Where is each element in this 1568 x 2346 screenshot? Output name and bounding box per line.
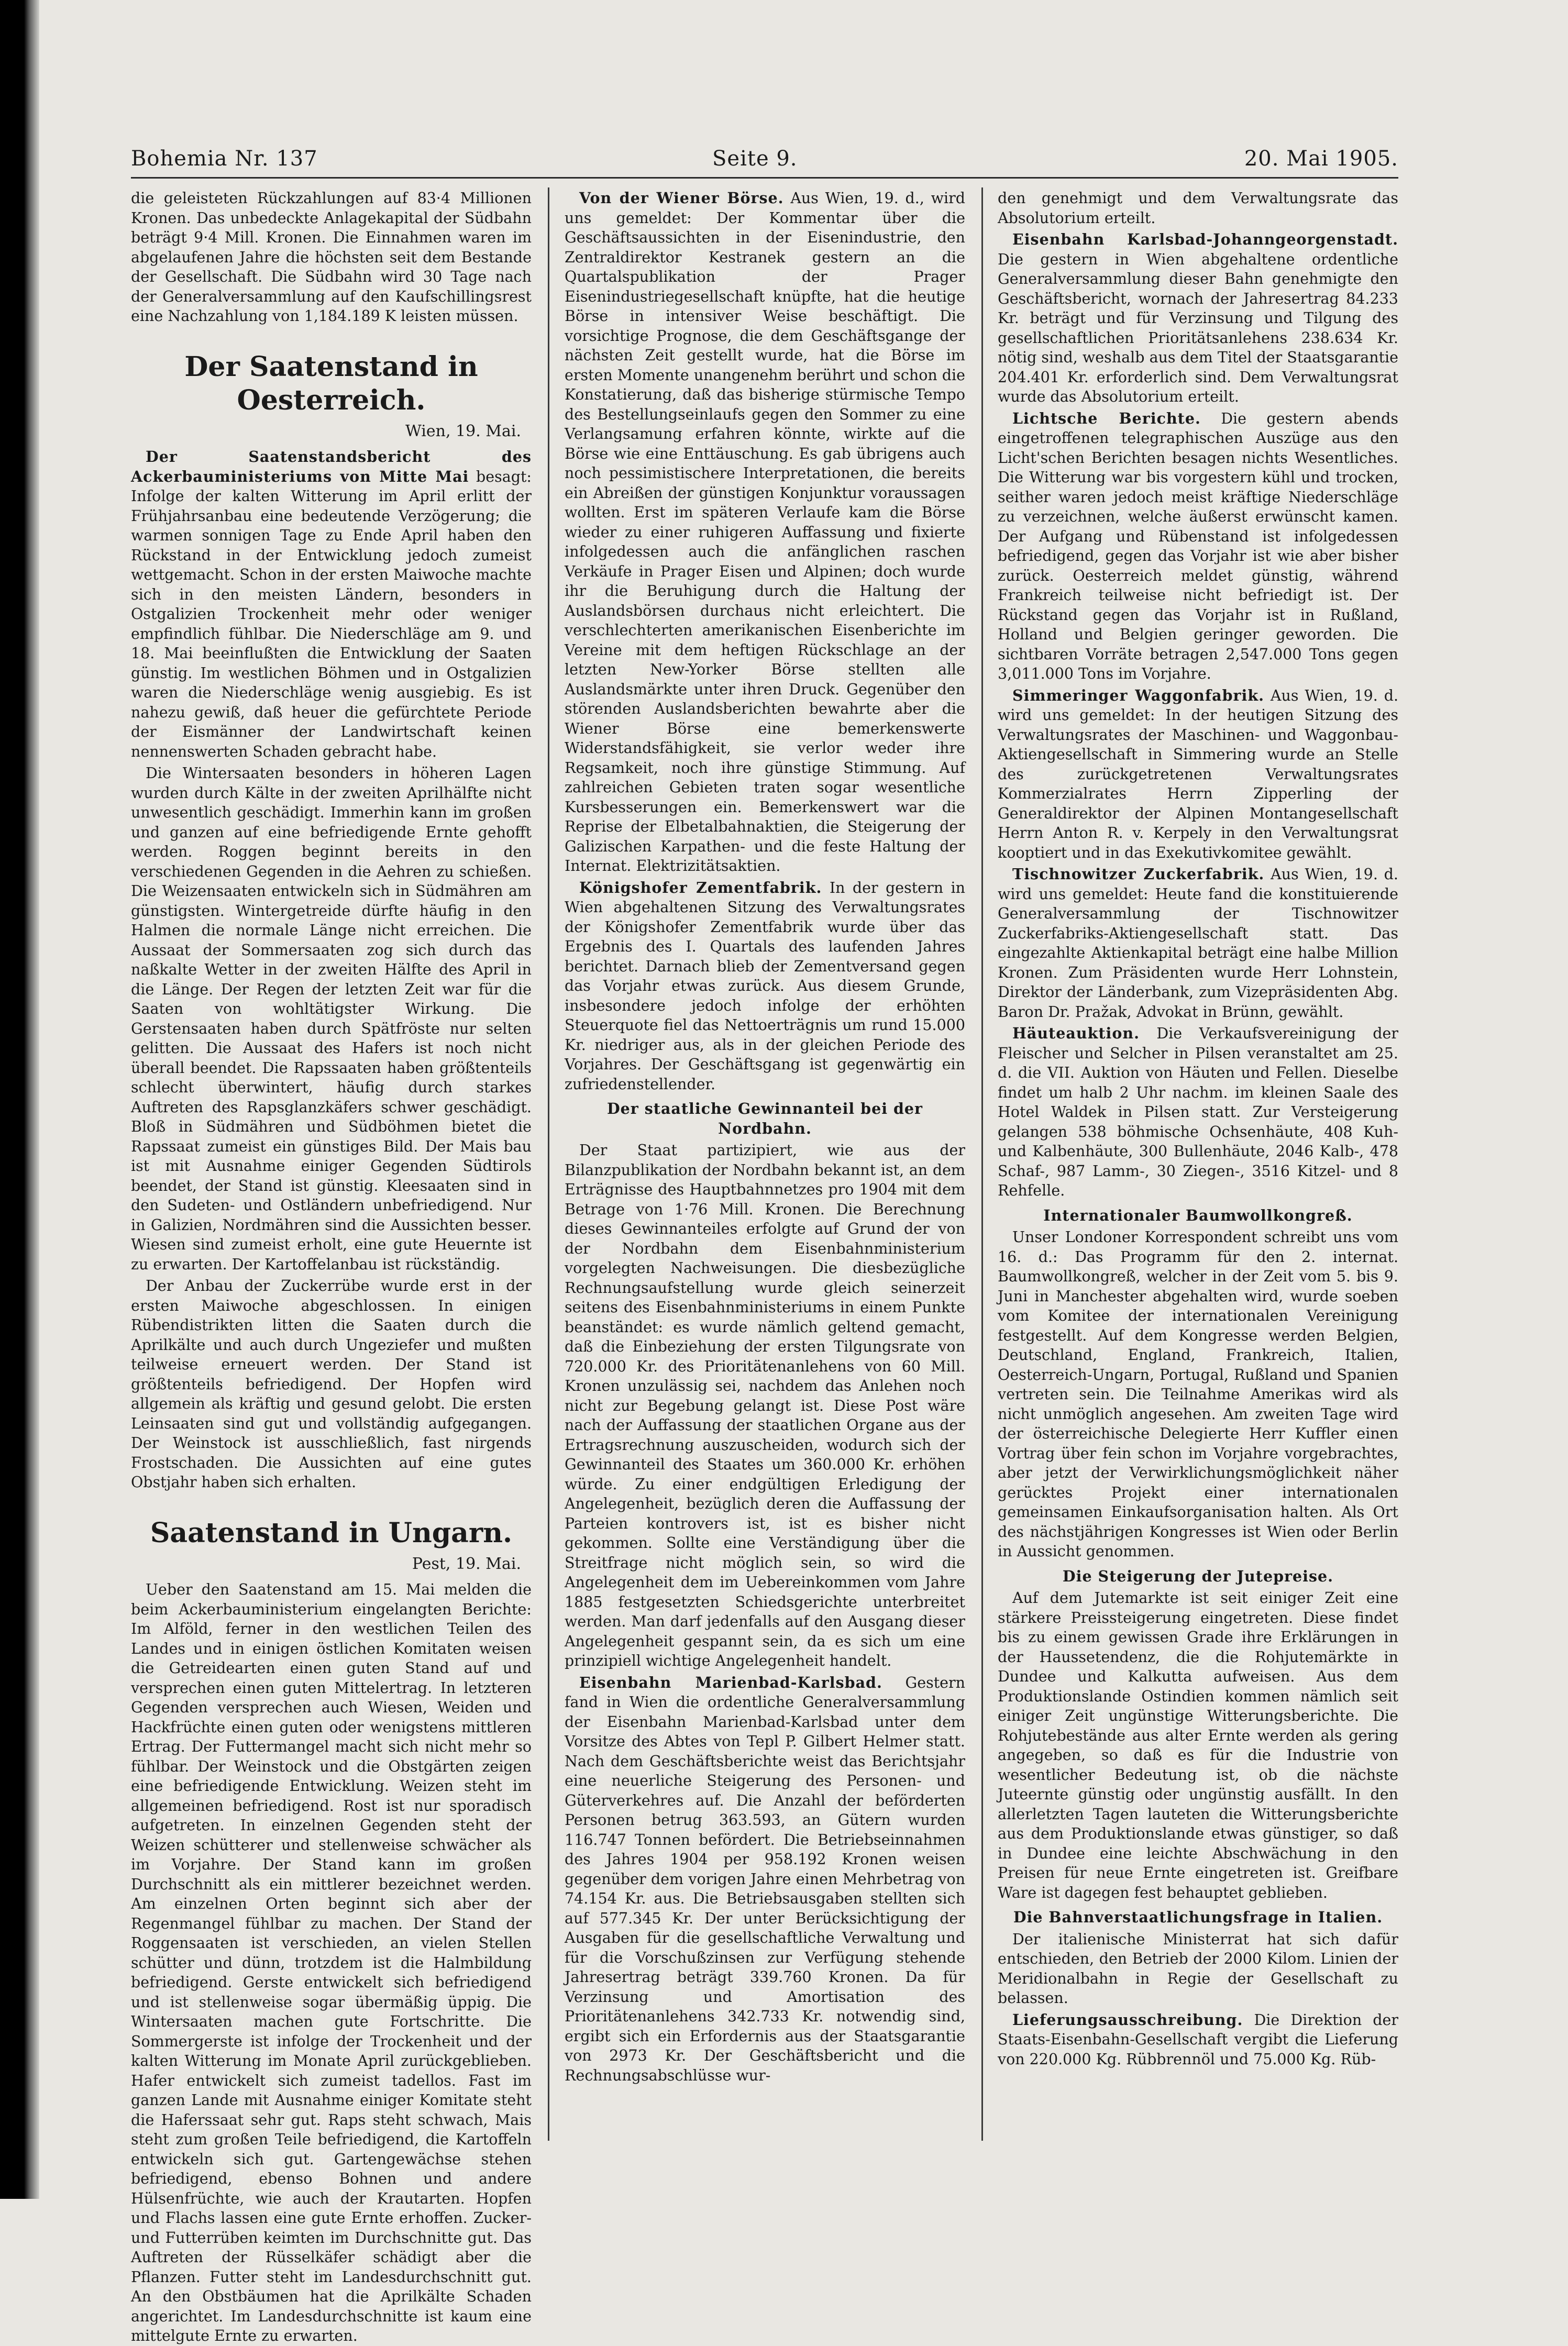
paragraph-lead: Eisenbahn Marienbad-Karlsbad. <box>579 1673 882 1691</box>
dateline: Wien, 19. Mai. <box>405 422 521 440</box>
article-paragraph: Eisenbahn Marienbad-Karlsbad. Gestern fand in Wien die ordentliche Generalversammlung der Eisenbahn Marienbad-Karlsbad unter dem Vorsitze des Abtes von Tepl P. Gilbert Helmer statt. Nach dem Geschäftsberichte weist das Berichtsjahr eine neuerliche Steigerung des Personen- und Güterverkehres auf. Die Anzahl der beförderten Personen betrug 363.593, an Gütern wurden 116.747 Tonnen befördert. Die Betriebseinnahmen des Jahres 1904 per 958.192 Kronen weisen gegenüber dem vorigen Jahre einen Mehrbetrag von 74.154 Kr. aus. Die Betriebsausgaben stellten sich auf 577.345 Kr. Der unter Berücksichtigung der Ausgaben für die gesellschaftliche Verwaltung und für die Vorschußzinsen zur Verfügung stehende Jahresertrag beträgt 339.760 Kronen. Da für Verzinsung und Amortisation des Prioritätenanlehens 342.733 Kr. notwendig sind, ergibt sich ein Erfordernis aus der Staatsgarantie von 2973 Kr. Der Geschäftsbericht und die Rechnungsabschlüsse wur- <box>565 1673 965 2084</box>
article-continuation: die geleisteten Rückzahlungen auf 83·4 Millionen Kronen. Das unbedeckte Anlagekapital der Südbahn beträgt 9·4 Mill. Kronen. Die Einnahmen waren im abgelaufenen Jahre die höchsten seit dem Bestande der Gesellschaft. Die Südbahn wird 30 Tage nach der Generalversammlung auf den Kaufschillingsrest eine Nachzahlung von 1,184.189 K leisten müssen. <box>131 190 532 325</box>
column-3 <box>998 189 1398 2142</box>
column-divider <box>981 187 983 2141</box>
article-paragraph: Der Anbau der Zuckerrübe wurde erst in der ersten Maiwoche abgeschlossen. In einigen Rübendistrikten litten die Saaten durch die Aprilkälte und auch durch Ungeziefer und mußten teilweise erneuert werden. Der Stand ist größtenteils befriedigend. Der Hopfen wird allgemein als kräftig und gesund gelobt. Die ersten Leinsaaten sind gut und vollständig aufgegangen. Der Weinstock ist ausschließlich, fast nirgends Frostschaden. Die Aussichten auf eine gutes Obstjahr haben sich erhalten. <box>131 1277 532 1491</box>
paragraph-lead: Lieferungsausschreibung. <box>1012 2010 1243 2029</box>
article-paragraph: Von der Wiener Börse. Aus Wien, 19. d., wird uns gemeldet: Der Kommentar über die Geschäftsaussichten in der Eisenindustrie, den Zentraldirektor Kestranek gestern an die Quartalspublikation der Prager Eisenindustriegesellschaft knüpfte, hat die heutige Börse in intensiver Weise beschäftigt. Die vorsichtige Prognose, die dem Geschäftsgange der nächsten Zeit gestellt wurde, hat die Börse im ersten Momente unangenehm berührt und schon die Konstatierung, daß das bisherige stürmische Tempo des Bestellungseinlaufs gegen den Sommer zu eine Verlangsamung erfahren könnte, wirkte auf die Börse wie eine Enttäuschung. Es gab übrigens auch noch pessimistischere Interpretationen, die bereits ein Abreißen der günstigen Konjunktur voraussagen wollten. Erst im späteren Verlaufe kam die Börse wieder zu einer ruhigeren Auffassung und fixierte infolgedessen auch die anfänglichen raschen Verkäufe in Prager Eisen und Alpinen; doch wurde ihr die Beruhigung durch die Haltung der Auslandsbörsen durchaus nicht erleichtert. Die verschlechterten amerikanischen Eisenberichte im Vereine mit dem heftigen Rückschlage an der letzten New-Yorker Börse stellten alle Auslandsmärkte unter ihren Druck. Gegenüber den störenden Auslandsberichten bewahrte aber die Wiener Börse eine bemerkenswerte Widerstandsfähigkeit, sie verlor weder ihre Regsamkeit, noch ihre günstige Stimmung. Auf zahlreichen Gebieten traten sogar wesentliche Kursbesserungen ein. Bemerkenswert war die Reprise der Elbetalbahnaktien, die Steigerung der Galizischen Karpathen- und die feste Haltung der Internat. Elektrizitätsaktien. <box>565 189 965 875</box>
article-continuation: den genehmigt und dem Verwaltungsrate das Absolutorium erteilt. <box>998 190 1398 227</box>
article-paragraph: Die Wintersaaten besonders in höheren Lagen wurden durch Kälte in der zweiten Aprilhälfte nicht unwesentlich geschädigt. Immerhin kann im großen und ganzen auf eine befriedigende Ernte gehofft werden. Roggen beginnt bereits in den verschiedenen Gegenden in die Aehren zu schießen. Die Weizensaaten entwickeln sich in Südmähren am günstigsten. Wintergetreide dürfte häufig in den Halmen die normale Länge nicht erreichen. Die Aussaat der Sommersaaten zog sich durch das naßkalte Wetter in der zweiten Hälfte des April in die Länge. Der Regen der letzten Zeit war für die Saaten von wohltätigster Wirkung. Die Gerstensaaten haben durch Spätfröste nur selten gelitten. Die Aussaat des Hafers ist noch nicht überall beendet. Die Rapssaaten haben größtenteils schlecht überwintert, häufig durch starkes Auftreten des Rapsglanzkäfers schwer geschädigt. Bloß in Südmähren und Südböhmen bietet die Rapssaat zumeist ein günstiges Bild. Der Mais bau ist mit Ausnahme einiger Gegenden Südtirols beendet, der Stand ist günstig. Kleesaaten sind in den Sudeten- und Ostländern unbefriedigend. Nur in Galizien, Nordmähren sind die Aussichten besser. Wiesen sind zumeist erholt, eine gute Heuernte ist zu erwarten. Der Kartoffelanbau ist rückständig. <box>131 765 532 1273</box>
article-paragraph: Lichtsche Berichte. Die gestern abends eingetroffenen telegraphischen Auszüge aus den Licht'schen Berichten besagen nichts Wesentliches. Die Witterung war bis vorgestern kühl und trocken, seither waren jedoch meist kräftige Niederschläge zu verzeichnen, welche äußerst erwünscht kamen. Der Aufgang und Rübenstand ist infolgedessen befriedigend, gegen das Vorjahr ist wie aber bisher zurück. Oesterreich meldet günstig, während Frankreich teilweise nicht befriedigt ist. Der Rückstand gegen das Vorjahr ist in Rußland, Holland und Belgien geringer geworden. Die sichtbaren Vorräte betragen 2,547.000 Tons gegen 3,011.000 Tons im Vorjahre. <box>998 409 1399 682</box>
dateline: Pest, 19. Mai. <box>412 1554 521 1573</box>
section-title: Saatenstand in Ungarn. <box>150 1517 513 1549</box>
paragraph-lead: Lichtsche Berichte. <box>1012 409 1201 427</box>
paragraph-lead: Der Saatenstandsbericht des Ackerbauministeriums von Mitte Mai <box>131 448 532 485</box>
column-divider <box>548 187 549 2141</box>
publication-issue: Bohemia Nr. 137 <box>131 147 318 171</box>
article-paragraph: Auf dem Jutemarkte ist seit einiger Zeit eine stärkere Preissteigerung eingetreten. Diese findet bis zu einem gewissen Grade ihre Erklärungen in der Haussetendenz, die die Rohjutemärkte in Dundee und Kalkutta aufweisen. Aus dem Produktionslande Ostindien kommen nämlich seit einiger Zeit ungünstige Witterungsberichte. Die Rohjutebestände aus alter Ernte werden als gering angegeben, so daß es für die Industrie von wesentlicher Bedeutung ist, ob die nächste Juteernte günstig oder ungünstig ausfällt. In den allerletzten Tagen lauteten die Witterungsberichte aus dem Produktionslande etwas günstiger, so daß in Dundee eine leichte Abschwächung in den Preisen für neue Ernte eingetreten ist. Greifbare Ware ist dagegen fest behauptet geblieben. <box>998 1589 1398 1901</box>
article-paragraph: Königshofer Zementfabrik. In der gestern in Wien abgehaltenen Sitzung des Verwaltungsrates der Königshofer Zementfabrik wurde über das Ergebnis des I. Quartals des laufenden Jahres berichtet. Darnach blieb der Zementversand gegen das Vorjahr etwas zurück. Aus diesem Grunde, insbesondere jedoch infolge der erhöhten Steuerquote fiel das Nettoerträgnis um rund 15.000 Kr. niedriger aus, als in der gleichen Periode des Vorjahres. Der Geschäftsgang ist gegenwärtig ein zufriedenstellender. <box>565 878 965 1093</box>
issue-date: 20. Mai 1905. <box>1244 147 1398 171</box>
article-paragraph: Tischnowitzer Zuckerfabrik. Aus Wien, 19. d. wird uns gemeldet: Heute fand die konstituierende Generalversammlung der Tischnowitzer Zuckerfabriks-Aktiengesellschaft statt. Das eingezahlte Aktienkapital beträgt eine halbe Million Kronen. Zum Präsidenten wurde Herr Lohnstein, Direktor der Länderbank, zum Vizepräsidenten Abg. Baron Dr. Pražak, Advokat in Brünn, gewählt. <box>998 865 1398 1021</box>
running-head <box>131 141 1398 178</box>
paragraph-lead: Eisenbahn Karlsbad-Johanngeorgenstadt. <box>1012 230 1398 248</box>
article-heading: Die Steigerung der Jutepreise. <box>1062 1567 1334 1585</box>
column-2 <box>565 189 965 2142</box>
newspaper-page <box>131 141 1399 2344</box>
article-paragraph: Der Saatenstandsbericht des Ackerbauministeriums von Mitte Mai besagt: Infolge der kalten Witterung im April erlitt der Frühjahrsanbau eine bedeutende Verzögerung; die warmen sonnigen Tage zu Ende April haben den Rückstand in der Entwicklung jedoch zumeist wettgemacht. Schon in der ersten Maiwoche machte sich in den meisten Ländern, besonders in Ostgalizien Trockenheit mehr oder weniger empfindlich fühlbar. Die Niederschläge am 9. und 18. Mai beeinflußten die Entwicklung der Saaten günstig. Im westlichen Böhmen und in Ostgalizien waren die Niederschläge wenig ausgiebig. Es ist nahezu gewiß, daß heuer die gefürchtete Periode der Eismänner der Landwirtschaft keinen nennenswerten Schaden gebracht habe. <box>131 448 532 760</box>
article-paragraph: Eisenbahn Karlsbad-Johanngeorgenstadt. Die gestern in Wien abgehaltene ordentliche Generalversammlung dieser Bahn genehmigte den Geschäftsbericht, wornach der Jahresertrag 84.233 Kr. beträgt und für Verzinsung und Tilgung des gesellschaftlichen Prioritätsanlehens 238.634 Kr. nötig sind, weshalb aus dem Titel der Staatsgarantie 204.401 Kr. erforderlich sind. Dem Verwaltungsrat wurde das Absolutorium erteilt. <box>998 230 1398 405</box>
article-heading: Internationaler Baumwollkongreß. <box>1043 1206 1353 1224</box>
article-paragraph: Der Staat partizipiert, wie aus der Bilanzpublikation der Nordbahn bekannt ist, an dem Erträgnisse des Hauptbahnnetzes pro 1904 mit dem Betrage von 1·76 Mill. Kronen. Die Berechnung dieses Gewinnanteiles erfolgte auf Grund der von der Nordbahn dem Eisenbahnministerium vorgelegten Nachweisungen. Die diesbezügliche Rechnungsaufstellung wurde gleich seinerzeit seitens des Eisenbahnministeriums in einem Punkte beanständet: es wurde nämlich geltend gemacht, daß die Einbeziehung der ersten Tilgungsrate von 720.000 Kr. des Prioritätenanlehens von 60 Mill. Kronen unzulässig sei, nachdem das Anlehen noch nicht zur Begebung gelangt ist. Diese Post wäre nach der Auffassung der staatlichen Organe aus der Ertragsrechnung auszuscheiden, wodurch sich der Gewinnanteil des Staates um 360.000 Kr. erhöhen würde. Zu einer endgültigen Erledigung der Angelegenheit, bezüglich deren die Auffassung der Parteien kontrovers ist, ist es bisher nicht gekommen. Sollte eine Verständigung über die Streitfrage nicht möglich sein, so wird die Angelegenheit dem im Uebereinkommen vom Jahre 1885 festgesetzten Schiedsgerichte unterbreitet werden. Man darf jedenfalls auf den Ausgang dieser Angelegenheit gespannt sein, da es sich um eine prinzipiell wichtige Angelegenheit handelt. <box>565 1142 965 1669</box>
paragraph-lead: Tischnowitzer Zuckerfabrik. <box>1012 865 1265 883</box>
paragraph-lead: Königshofer Zementfabrik. <box>579 878 822 897</box>
article-heading: Die Bahnverstaatlichungsfrage in Italien. <box>1013 1908 1383 1926</box>
paragraph-lead: Von der Wiener Börse. <box>579 189 784 207</box>
paragraph-lead: Simmeringer Waggonfabrik. <box>1012 686 1265 704</box>
article-paragraph: Häuteauktion. Die Verkaufsvereinigung der Fleischer und Selcher in Pilsen veranstaltet am 25. d. die VII. Auktion von Häuten und Fellen. Dieselbe findet um halb 2 Uhr nachm. im kleinen Saale des Hotel Waldek in Pilsen statt. Zur Versteigerung gelangen 538 böhmische Ochsenhäute, 408 Kuh- und Kalbenhäute, 300 Bullenhäute, 2046 Kalb-, 478 Schaf-, 987 Lamm-, 30 Ziegen-, 3516 Kitzel- und 8 Rehfelle. <box>998 1024 1399 1199</box>
article-paragraph: Der italienische Ministerrat hat sich dafür entschieden, den Betrieb der 2000 Kilom. Linien der Meridionalbahn in Regie der Gesellschaft zu belassen. <box>998 1930 1398 2007</box>
article-paragraph: Simmeringer Waggonfabrik. Aus Wien, 19. d. wird uns gemeldet: In der heutigen Sitzung des Verwaltungsrates der Maschinen- und Waggonbau-Aktiengesellschaft in Simmering wurde an Stelle des zurückgetretenen Verwaltungsrates Kommerzialrates Herrn Zipperling der Generaldirektor der Alpinen Montangesellschaft Herrn Anton R. v. Kerpely in den Verwaltungsrat kooptiert und in das Exekutivkomitee gewählt. <box>998 686 1399 861</box>
book-binding-edge <box>0 0 39 2199</box>
article-paragraph: Ueber den Saatenstand am 15. Mai melden die beim Ackerbauministerium eingelangten Berichte: Im Alföld, ferner in den westlichen Teilen des Landes und in einigen östlichen Komitaten weisen die Getreidearten einen guten Stand auf und versprechen einen guten Mittelertrag. In letzteren Gegenden versprechen auch Wiesen, Weiden und Hackfrüchte einen guten oder wenigstens mittleren Ertrag. Der Futtermangel macht sich nicht mehr so fühlbar. Der Weinstock und die Obstgärten zeigen eine befriedigende Entwicklung. Weizen steht im allgemeinen befriedigend. Rost ist nur sporadisch aufgetreten. In einzelnen Gegenden steht der Weizen schütterer und stellenweise schwächer als im Vorjahre. Der Stand kann im großen Durchschnitt als ein mittlerer bezeichnet werden. Am einzelnen Orten beginnt sich aber der Regenmangel fühlbar zu machen. Der Stand der Roggensaaten ist verschieden, an vielen Stellen schütter und dünn, trotzdem ist die Halmbildung befriedigend. Gerste entwickelt sich befriedigend und ist stellenweise sogar übermäßig üppig. Die Wintersaaten machen gute Fortschritte. Die Sommergerste ist infolge der Trockenheit und der kalten Witterung im Monate April zurückgeblieben. Hafer entwickelt sich zumeist tadellos. Fast im ganzen Lande mit Ausnahme einiger Komitate steht die Haferssaat sehr gut. Raps steht schwach, Mais steht zum großen Teile befriedigend, die Kartoffeln entwickeln sich gut. Gartengewächse stehen befriedigend, ebenso Bohnen und andere Hülsenfrüchte, wie auch der Krautarten. Hopfen und Flachs lassen eine gute Ernte erhoffen. Zucker- und Futterrüben keimten im Durchschnitte gut. Das Auftreten der Rüsselkäfer schädigt aber die Pflanzen. Futter steht im Landesdurchschnitt gut. An den Obstbäumen hat die Aprilkälte Schaden angerichtet. Im Landesdurchschnitte ist kaum eine mittelgute Ernte zu erwarten. <box>131 1581 532 2344</box>
article-paragraph: Lieferungsausschreibung. Die Direktion der Staats-Eisenbahn-Gesellschaft vergibt die Lieferung von 220.000 Kg. Rübbrennöl und 75.000 Kg. Rüb- <box>998 2010 1399 2068</box>
article-paragraph: Unser Londoner Korrespondent schreibt uns vom 16. d.: Das Programm für den 2. internat. Baumwollkongreß, welcher in der Zeit vom 5. bis 9. Juni in Manchester abgehalten wird, wurde soeben vom Komitee der internationalen Vereinigung festgestellt. Auf dem Kongresse werden Belgien, Deutschland, England, Frankreich, Italien, Oesterreich-Ungarn, Portugal, Rußland und Spanien vertreten sein. Die Teilnahme Amerikas wird als nicht unmöglich angesehen. Am zweiten Tage wird der österreichische Delegierte Herr Kuffler einen Vortrag über fein schon im Vorjahre vorgebrachtes, aber jetzt der Verwirklichungsmöglichkeit näher gerücktes Projekt einer internationalen gemeinsamen Einkaufsorganisation halten. Als Ort des nächstjährigen Kongresses ist Wien oder Berlin in Aussicht genommen. <box>998 1229 1398 1560</box>
column-1 <box>131 189 532 2344</box>
article-heading: Der staatliche Gewinnanteil bei der Nordbahn. <box>606 1100 923 1137</box>
page-number: Seite 9. <box>712 147 798 171</box>
header-rule <box>131 177 1398 179</box>
paragraph-lead: Häuteauktion. <box>1012 1024 1140 1042</box>
section-title: Der Saatenstand in Oesterreich. <box>184 350 478 416</box>
